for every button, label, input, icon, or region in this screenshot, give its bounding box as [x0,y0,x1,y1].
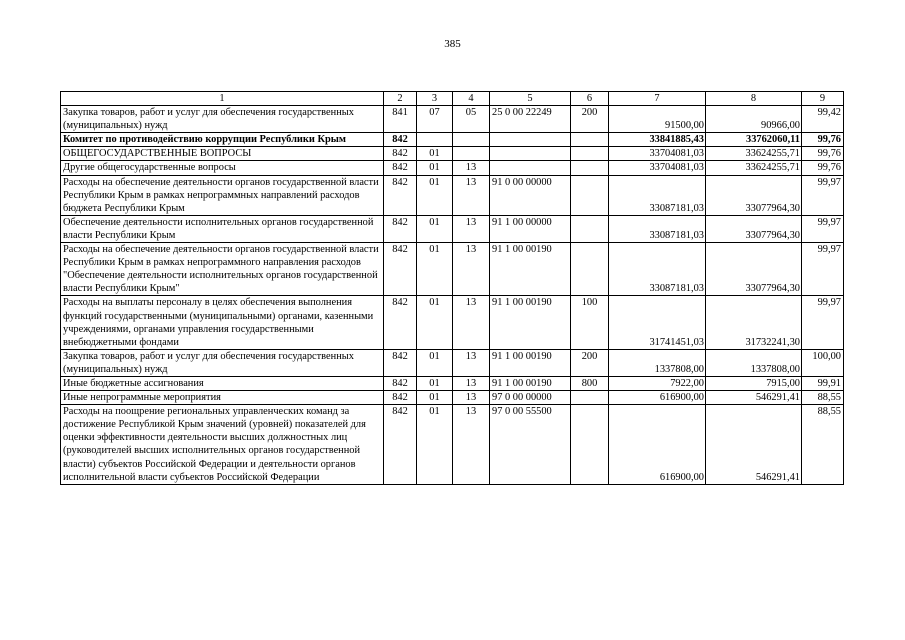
row-planned-amount: 31741451,03 [609,296,706,349]
row-section: 01 [417,147,453,161]
row-percent: 99,76 [802,133,844,147]
row-gov-code: 842 [384,376,417,390]
row-planned-amount: 91500,00 [609,106,706,133]
column-header-8: 8 [706,92,802,106]
row-expense-type [571,147,609,161]
row-subsection: 13 [453,215,490,242]
row-percent: 99,97 [802,296,844,349]
table-row [61,376,844,390]
row-planned-amount: 33087181,03 [609,175,706,215]
table-row [61,405,844,485]
column-header-2: 2 [384,92,417,106]
row-actual-amount: 33077964,30 [706,175,802,215]
row-planned-amount: 33704081,03 [609,147,706,161]
row-name: Обеспечение деятельности исполнительных органов государственной власти Республики Крым [61,215,384,242]
row-name: Иные непрограммные мероприятия [61,391,384,405]
row-gov-code: 842 [384,133,417,147]
column-header-1: 1 [61,92,384,106]
row-percent: 99,97 [802,175,844,215]
row-section: 01 [417,405,453,485]
row-target-article [490,161,571,175]
table-row [61,391,844,405]
column-header-6: 6 [571,92,609,106]
table-row [61,215,844,242]
row-target-article: 97 0 00 00000 [490,391,571,405]
budget-table [60,91,844,485]
row-section: 01 [417,376,453,390]
row-percent: 99,76 [802,147,844,161]
row-expense-type [571,405,609,485]
row-target-article: 91 1 00 00000 [490,215,571,242]
row-subsection: 13 [453,349,490,376]
row-planned-amount: 33087181,03 [609,243,706,296]
row-actual-amount: 90966,00 [706,106,802,133]
row-planned-amount: 33087181,03 [609,215,706,242]
row-target-article: 91 1 00 00190 [490,296,571,349]
row-name: Расходы на поощрение региональных управленческих команд за достижение Республикой Крым значений (уровней) показателей для оценки эффективности деятельности высших должностных лиц (руководителей высших исполнительных органов государственной власти) субъектов Российской Федерации и деятельности органов исполнительной власти субъектов Российской Федерации [61,405,384,485]
row-expense-type [571,243,609,296]
row-actual-amount: 33624255,71 [706,147,802,161]
row-actual-amount: 1337808,00 [706,349,802,376]
row-percent: 99,97 [802,243,844,296]
row-subsection [453,147,490,161]
row-name: Комитет по противодействию коррупции Республики Крым [61,133,384,147]
table-row [61,243,844,296]
row-gov-code: 841 [384,106,417,133]
row-expense-type [571,161,609,175]
row-planned-amount: 33841885,43 [609,133,706,147]
row-planned-amount: 616900,00 [609,391,706,405]
row-percent: 99,76 [802,161,844,175]
row-target-article: 91 0 00 00000 [490,175,571,215]
row-section [417,133,453,147]
row-target-article: 25 0 00 22249 [490,106,571,133]
row-gov-code: 842 [384,391,417,405]
row-name: Расходы на обеспечение деятельности органов государственной власти Республики Крым в рамках непрограммного направления расходов "Обеспечение деятельности исполнительных органов государственной власти Республики Крым" [61,243,384,296]
row-target-article: 91 1 00 00190 [490,349,571,376]
row-expense-type [571,133,609,147]
row-section: 01 [417,391,453,405]
row-subsection: 13 [453,376,490,390]
header-row [61,92,844,106]
column-header-3: 3 [417,92,453,106]
column-header-9: 9 [802,92,844,106]
row-gov-code: 842 [384,405,417,485]
row-name: Иные бюджетные ассигнования [61,376,384,390]
row-actual-amount: 33762060,11 [706,133,802,147]
row-section: 01 [417,161,453,175]
table-row [61,161,844,175]
row-actual-amount: 33077964,30 [706,243,802,296]
row-percent: 99,91 [802,376,844,390]
row-name: ОБЩЕГОСУДАРСТВЕННЫЕ ВОПРОСЫ [61,147,384,161]
row-section: 07 [417,106,453,133]
row-name: Расходы на обеспечение деятельности органов государственной власти Республики Крым в рамках непрограммных направлений расходов бюджета Республики Крым [61,175,384,215]
row-gov-code: 842 [384,147,417,161]
column-header-5: 5 [490,92,571,106]
row-expense-type: 200 [571,106,609,133]
row-percent: 99,42 [802,106,844,133]
row-subsection: 05 [453,106,490,133]
table-body [61,106,844,485]
row-expense-type [571,215,609,242]
column-header-7: 7 [609,92,706,106]
table-row [61,349,844,376]
row-planned-amount: 616900,00 [609,405,706,485]
row-name: Расходы на выплаты персоналу в целях обеспечения выполнения функций государственными (муниципальными) органами, казенными учреждениями, органами управления государственными внебюджетными фондами [61,296,384,349]
table-row [61,133,844,147]
row-expense-type: 200 [571,349,609,376]
row-actual-amount: 546291,41 [706,391,802,405]
row-percent: 100,00 [802,349,844,376]
row-actual-amount: 33624255,71 [706,161,802,175]
row-subsection: 13 [453,243,490,296]
row-section: 01 [417,296,453,349]
row-percent: 88,55 [802,405,844,485]
row-percent: 88,55 [802,391,844,405]
row-planned-amount: 1337808,00 [609,349,706,376]
row-actual-amount: 546291,41 [706,405,802,485]
row-name: Другие общегосударственные вопросы [61,161,384,175]
row-target-article [490,147,571,161]
row-actual-amount: 7915,00 [706,376,802,390]
row-gov-code: 842 [384,243,417,296]
row-section: 01 [417,243,453,296]
row-planned-amount: 7922,00 [609,376,706,390]
row-gov-code: 842 [384,175,417,215]
row-section: 01 [417,175,453,215]
row-subsection [453,133,490,147]
row-subsection: 13 [453,296,490,349]
row-subsection: 13 [453,391,490,405]
table-row [61,175,844,215]
table-row [61,106,844,133]
row-subsection: 13 [453,161,490,175]
row-name: Закупка товаров, работ и услуг для обеспечения государственных (муниципальных) нужд [61,349,384,376]
row-expense-type: 100 [571,296,609,349]
row-percent: 99,97 [802,215,844,242]
row-planned-amount: 33704081,03 [609,161,706,175]
row-target-article: 91 1 00 00190 [490,243,571,296]
column-header-4: 4 [453,92,490,106]
row-name: Закупка товаров, работ и услуг для обеспечения государственных (муниципальных) нужд [61,106,384,133]
row-actual-amount: 33077964,30 [706,215,802,242]
row-target-article: 91 1 00 00190 [490,376,571,390]
row-gov-code: 842 [384,161,417,175]
row-target-article: 97 0 00 55500 [490,405,571,485]
table-row [61,296,844,349]
row-subsection: 13 [453,405,490,485]
row-expense-type [571,391,609,405]
row-expense-type: 800 [571,376,609,390]
row-actual-amount: 31732241,30 [706,296,802,349]
row-gov-code: 842 [384,296,417,349]
row-expense-type [571,175,609,215]
row-target-article [490,133,571,147]
row-subsection: 13 [453,175,490,215]
row-section: 01 [417,215,453,242]
page-number: 385 [444,38,461,50]
row-section: 01 [417,349,453,376]
row-gov-code: 842 [384,215,417,242]
row-gov-code: 842 [384,349,417,376]
table-row [61,147,844,161]
